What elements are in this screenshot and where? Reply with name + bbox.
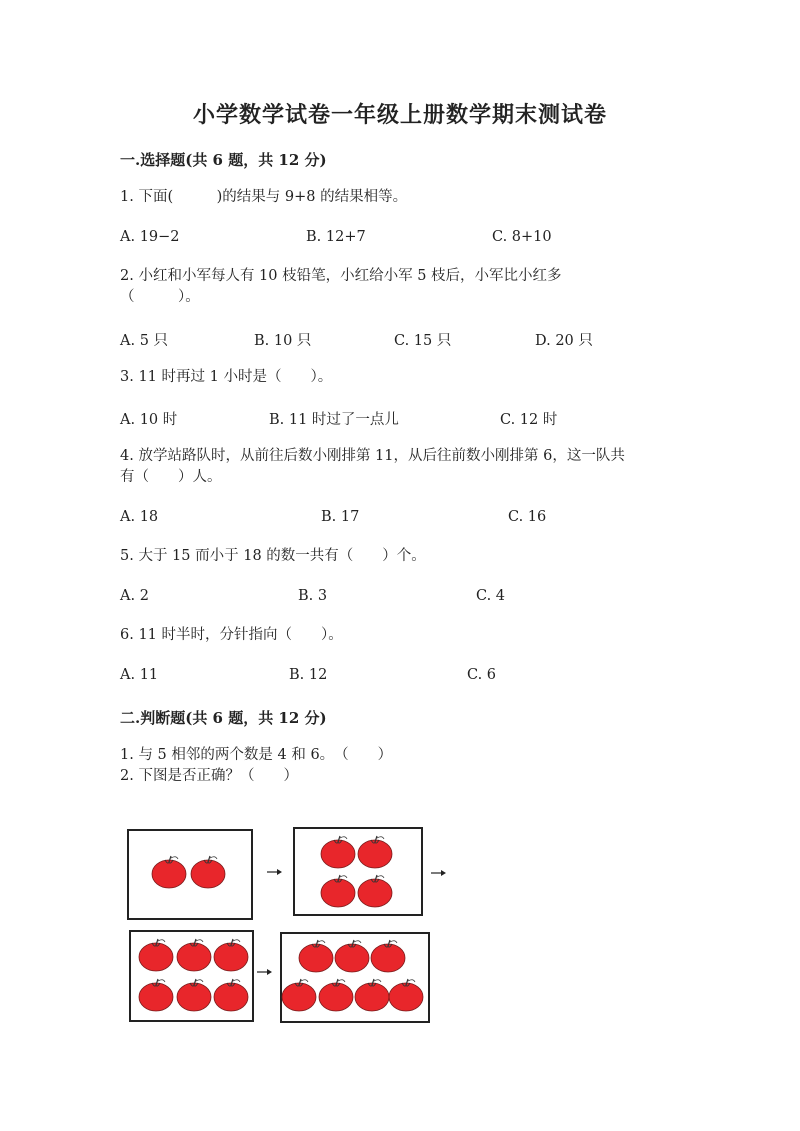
apple-box-3-apples — [139, 939, 248, 1011]
question-4-option-b: B. 17 — [321, 509, 360, 525]
question-2-option-c: C. 15 只 — [394, 333, 452, 349]
apple — [152, 856, 186, 888]
question-4-stem-line1: 4. 放学站路队时，从前往后数小刚排第 11，从后往前数小刚排第 6，这一队共 — [120, 448, 625, 464]
question-3-stem: 3. 11 时再过 1 小时是（ ）。 — [120, 369, 333, 385]
apple-box-2-apples — [321, 836, 392, 907]
section-heading-choice: 一.选择题(共 6 题，共 12 分) — [120, 151, 327, 169]
question-3-option-b: B. 11 时过了一点儿 — [269, 412, 399, 428]
apple-box-4-apples — [282, 940, 423, 1011]
question-4-stem-line2: 有（ ）人。 — [120, 469, 222, 485]
question-6-option-a: A. 11 — [120, 667, 159, 683]
page-title: 小学数学试卷一年级上册数学期末测试卷 — [192, 102, 607, 128]
apple — [321, 836, 355, 868]
question-1-option-a: A. 19−2 — [120, 229, 180, 245]
question-1-option-b: B. 12+7 — [306, 229, 366, 245]
apple — [358, 875, 392, 907]
apple-box-2 — [294, 828, 422, 915]
judgement-1-stem: 1. 与 5 相邻的两个数是 4 和 6。 （ ） — [120, 747, 393, 763]
question-5-stem: 5. 大于 15 而小于 18 的数一共有（ ）个。 — [120, 548, 426, 564]
apple — [139, 979, 173, 1011]
question-3-option-c: C. 12 时 — [500, 412, 558, 428]
apple — [321, 875, 355, 907]
judgement-2-stem: 2. 下图是否正确？（ ） — [120, 768, 298, 784]
question-6-option-c: C. 6 — [467, 667, 497, 683]
apple — [139, 939, 173, 971]
question-4-option-a: A. 18 — [120, 509, 159, 525]
question-2-option-b: B. 10 只 — [254, 333, 312, 349]
question-1-stem: 1. 下面( )的结果与 9+8 的结果相等。 — [120, 189, 408, 205]
apple — [282, 979, 316, 1011]
question-4-option-c: C. 16 — [508, 509, 547, 525]
apple — [177, 979, 211, 1011]
apple — [355, 979, 389, 1011]
question-5-option-a: A. 2 — [120, 588, 149, 604]
apple — [191, 856, 225, 888]
apple — [214, 939, 248, 971]
apple — [177, 939, 211, 971]
question-3-option-a: A. 10 时 — [120, 412, 178, 428]
apple — [214, 979, 248, 1011]
apple — [371, 940, 405, 972]
arrow-icon — [431, 870, 446, 876]
question-5-option-b: B. 3 — [298, 588, 328, 604]
apple — [319, 979, 353, 1011]
section-heading-judgement: 二.判断题(共 6 题，共 12 分) — [120, 709, 327, 727]
question-2-stem-line1: 2. 小红和小军每人有 10 枝铅笔，小红给小军 5 枝后，小军比小红多 — [120, 268, 562, 284]
apple — [358, 836, 392, 868]
apple — [335, 940, 369, 972]
question-6-stem: 6. 11 时半时，分针指向（ ）。 — [120, 627, 343, 643]
arrow-icon — [257, 969, 272, 975]
apple — [299, 940, 333, 972]
question-2-option-a: A. 5 只 — [120, 333, 169, 349]
question-2-option-d: D. 20 只 — [535, 333, 593, 349]
apple-box-1 — [128, 830, 252, 919]
question-6-option-b: B. 12 — [289, 667, 328, 683]
question-5-option-c: C. 4 — [476, 588, 506, 604]
question-1-option-c: C. 8+10 — [492, 229, 552, 245]
question-2-stem-line2: （ ）。 — [120, 289, 200, 305]
apple — [389, 979, 423, 1011]
arrow-icon — [267, 869, 282, 875]
apple-box-1-apples — [152, 856, 225, 888]
